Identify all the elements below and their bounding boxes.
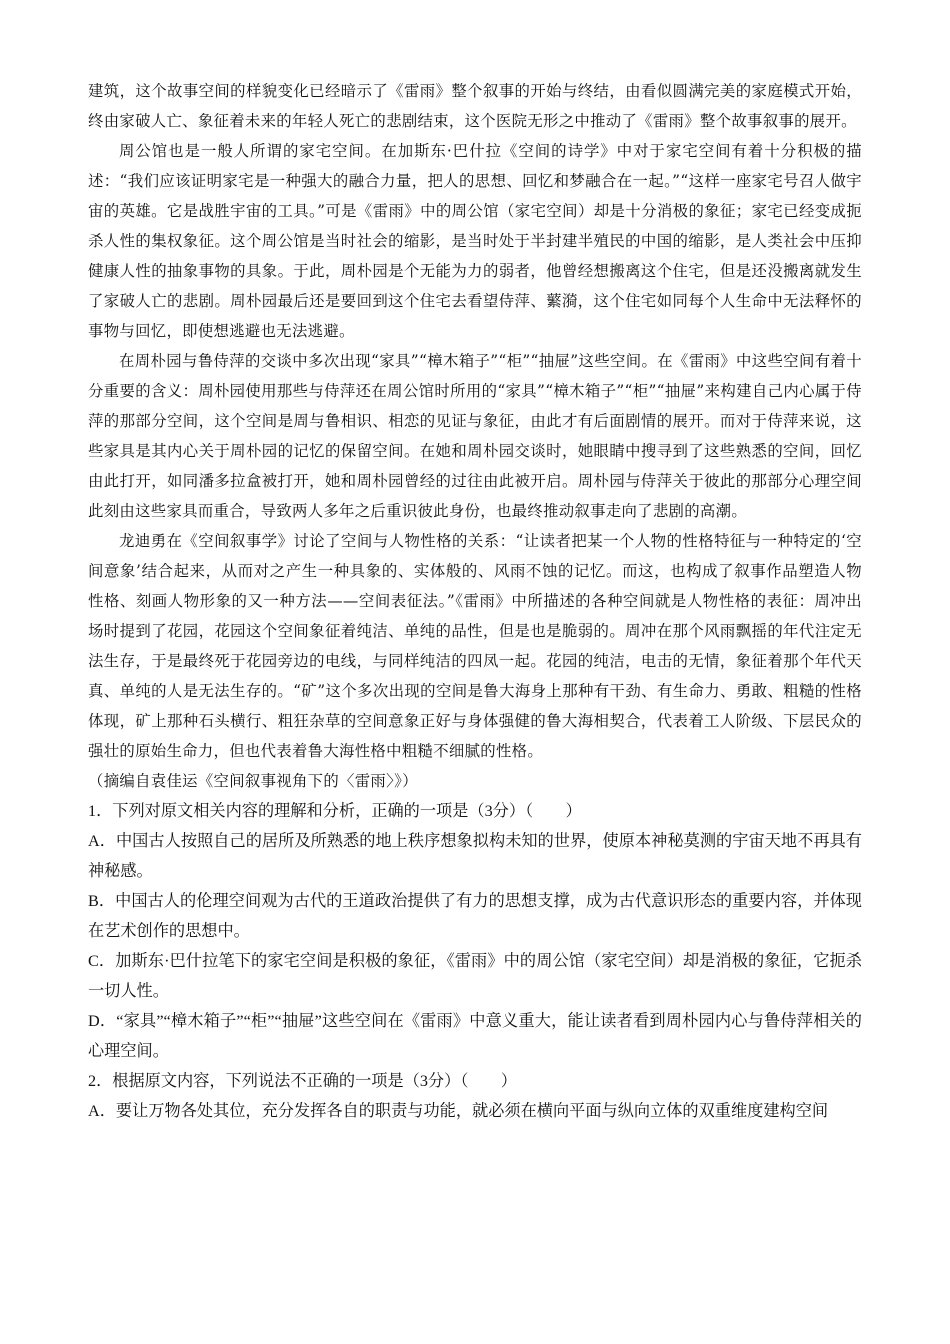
question-1-stem: 1．下列对原文相关内容的理解和分析，正确的一项是（3分）（ ） — [88, 802, 582, 820]
essay-paragraph: 周公馆也是一般人所谓的家宅空间。在加斯东·巴什拉《空间的诗学》中对于家宅空间有着十分积极的描述：“我们应该证明家宅是一种强大的融合力量，把人的思想、回忆和梦融合在一起。”“这样一座家宅号召人做宇宙的英雄。它是战胜宇宙的工具。”可是《雷雨》中的周公馆（家宅空间）却是十分消极的象征；家宅已经变成扼杀人性的集权象征。这个周公馆是当时社会的缩影，是当时处于半封建半殖民的中国的缩影，是人类社会中压抑健康人性的抽象事物的具象。于此，周朴园是个无能为力的弱者，他曾经想搬离这个住宅，但是还没搬离就发生了家破人亡的悲剧。周朴园最后还是要回到这个住宅去看望侍萍、蘩漪，这个住宅如同每个人生命中无法释怀的事物与回忆，即使想逃避也无法逃避。 — [88, 142, 862, 340]
question-1-option-b: B．中国古人的伦理空间观为古代的王道政治提供了有力的思想支撑，成为古代意识形态的重要内容，并体现在艺术创作的思想中。 — [88, 892, 862, 940]
essay-paragraph: 在周朴园与鲁侍萍的交谈中多次出现“家具”“樟木箱子”“柜”“抽屉”这些空间。在《雷雨》中这些空间有着十分重要的含义：周朴园使用那些与侍萍还在周公馆时所用的“家具”“樟木箱子”“柜”“抽屉”来构建自己内心属于侍萍的那部分空间，这个空间是周与鲁相识、相恋的见证与象征，由此才有后面剧情的展开。而对于侍萍来说，这些家具是其内心关于周朴园的记忆的保留空间。在她和周朴园交谈时，她眼睛中搜寻到了这些熟悉的空间，回忆由此打开，如同潘多拉盒被打开，她和周朴园曾经的过往由此被开启。周朴园与侍萍关于彼此的那部分心理空间此刻由这些家具而重合，导致两人多年之后重识彼此身份，也最终推动叙事走向了悲剧的高潮。 — [88, 352, 862, 520]
question-1-option-d: D．“家具”“樟木箱子”“柜”“抽屉”这些空间在《雷雨》中意义重大，能让读者看到周朴园内心与鲁侍萍相关的心理空间。 — [88, 1012, 862, 1060]
question-1-option-c: C．加斯东·巴什拉笔下的家宅空间是积极的象征，《雷雨》中的周公馆（家宅空间）却是消极的象征，它扼杀一切人性。 — [88, 952, 862, 1000]
source-citation: （摘编自袁佳运《空间叙事视角下的〈雷雨〉》） — [88, 772, 418, 790]
questions-section — [88, 796, 862, 1126]
essay-body — [88, 76, 862, 796]
question-2-stem: 2．根据原文内容，下列说法不正确的一项是（3分）（ ） — [88, 1072, 517, 1090]
essay-paragraph: 龙迪勇在《空间叙事学》讨论了空间与人物性格的关系：“让读者把某一个人物的性格特征与一种特定的‘空间意象’结合起来，从而对之产生一种具象的、实体般的、风雨不蚀的记忆。而这，也构成了叙事作品塑造人物性格、刻画人物形象的又一种方法——空间表征法。”《雷雨》中所描述的各种空间就是人物性格的表征：周冲出场时提到了花园，花园这个空间象征着纯洁、单纯的品性，但是也是脆弱的。周冲在那个风雨飘摇的年代注定无法生存，于是最终死于花园旁边的电线，与同样纯洁的四凤一起。花园的纯洁，电击的无情，象征着那个年代天真、单纯的人是无法生存的。“矿”这个多次出现的空间是鲁大海身上那种有干劲、有生命力、勇敢、粗糙的性格体现，矿上那种石头横行、粗狂杂草的空间意象正好与身体强健的鲁大海相契合，代表着工人阶级、下层民众的强壮的原始生命力，但也代表着鲁大海性格中粗糙不细腻的性格。 — [88, 532, 862, 760]
essay-paragraph: 建筑，这个故事空间的样貌变化已经暗示了《雷雨》整个叙事的开始与终结，由看似圆满完美的家庭模式开始，终由家破人亡、象征着未来的年轻人死亡的悲剧结束，这个医院无形之中推动了《雷雨》整个故事叙事的展开。 — [88, 82, 862, 130]
document-page — [88, 76, 862, 1126]
question-2-option-a: A．要让万物各处其位，充分发挥各自的职责与功能，就必须在横向平面与纵向立体的双重维度建构空间 — [88, 1102, 829, 1120]
question-1-option-a: A．中国古人按照自己的居所及所熟悉的地上秩序想象拟构未知的世界，使原本神秘莫测的宇宙天地不再具有神秘感。 — [88, 832, 862, 880]
